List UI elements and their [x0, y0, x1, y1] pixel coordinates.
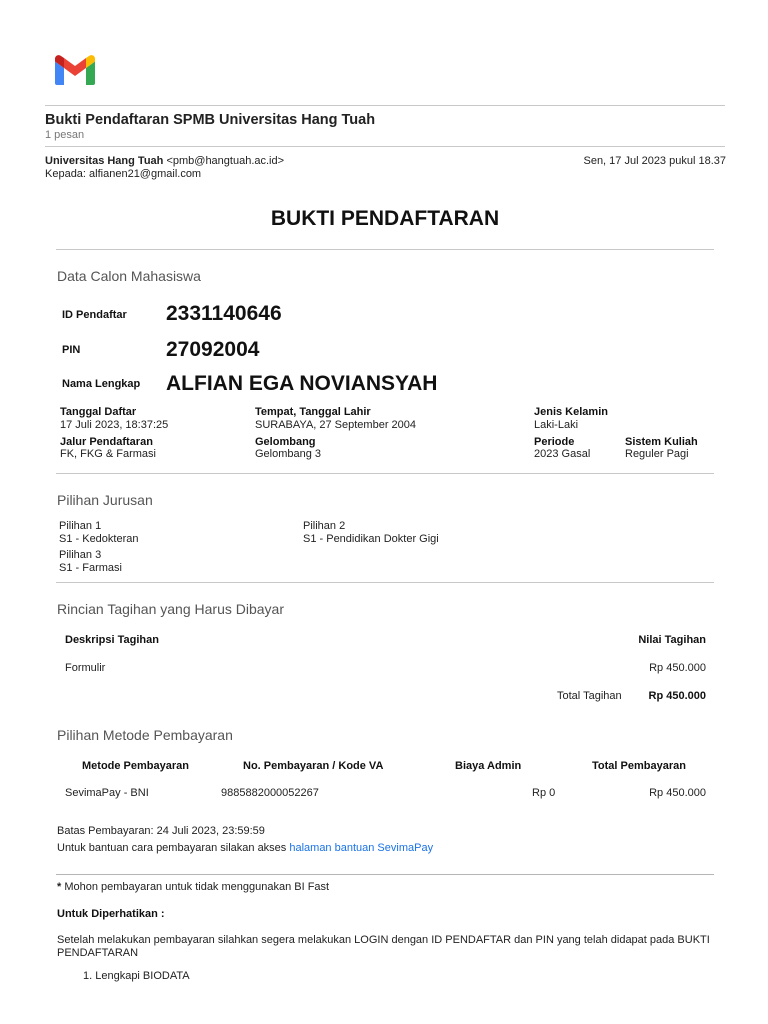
kode-va-value: 9885882000052267	[221, 787, 319, 799]
total-tagihan-label: Total Tagihan	[557, 690, 622, 702]
tagihan-item-desc: Formulir	[65, 662, 106, 674]
payment-divider	[56, 874, 714, 875]
total-tagihan-value: Rp 450.000	[648, 690, 706, 702]
bantuan-line	[57, 842, 433, 854]
subject-divider	[45, 146, 725, 147]
header-divider	[45, 105, 725, 106]
section-metode-pembayaran: Pilihan Metode Pembayaran	[57, 727, 233, 743]
bantuan-sevimapay-link[interactable]: halaman bantuan SevimaPay	[289, 842, 434, 854]
pilihan3-label: Pilihan 3	[59, 549, 102, 561]
section-data-calon: Data Calon Mahasiswa	[57, 268, 201, 284]
jurusan-divider	[56, 582, 714, 583]
pin-label: PIN	[62, 344, 81, 356]
metode-header-kode-va: No. Pembayaran / Kode VA	[243, 760, 384, 772]
gmail-logo-icon	[54, 55, 96, 85]
message-count: 1 pesan	[45, 129, 85, 141]
document-title: BUKTI PENDAFTARAN	[270, 207, 500, 230]
instruksi-text: Setelah melakukan pembayaran silahkan segera melakukan LOGIN dengan ID PENDAFTAR dan PIN yang telah didapat pada BUKTI PENDAFTARAN	[57, 934, 710, 959]
data-divider	[56, 473, 714, 474]
gelombang-value: Gelombang 3	[255, 448, 322, 460]
section-pilihan-jurusan: Pilihan Jurusan	[57, 492, 153, 508]
tagihan-header-nilai: Nilai Tagihan	[638, 634, 706, 646]
jenis-kelamin-value: Laki-Laki	[534, 419, 579, 431]
periode-value: 2023 Gasal	[534, 448, 591, 460]
note-text: Mohon pembayaran untuk tidak menggunakan BI Fast	[61, 881, 330, 893]
jenis-kelamin-label: Jenis Kelamin	[534, 406, 608, 418]
jalur-value: FK, FKG & Farmasi	[60, 448, 156, 460]
id-pendaftar-label: ID Pendaftar	[62, 309, 127, 321]
bantuan-text: Untuk bantuan cara pembayaran silakan akses	[57, 842, 290, 854]
step-1: 1. Lengkapi BIODATA	[83, 970, 190, 982]
tagihan-header-deskripsi: Deskripsi Tagihan	[65, 634, 159, 646]
metode-header-biaya-admin: Biaya Admin	[455, 760, 522, 772]
recipient-line: Kepada: alfianen21@gmail.com	[45, 168, 202, 180]
sender-name[interactable]: Universitas Hang Tuah	[45, 155, 164, 167]
gelombang-label: Gelombang	[255, 436, 316, 448]
ttl-value: SURABAYA, 27 September 2004	[255, 419, 417, 431]
sender-email: <pmb@hangtuah.ac.id>	[166, 155, 285, 167]
perhatian-heading: Untuk Diperhatikan :	[57, 908, 165, 920]
id-pendaftar-value: 2331140646	[166, 302, 282, 325]
tagihan-item-value: Rp 450.000	[649, 662, 706, 674]
note-asterisk: *	[57, 881, 62, 893]
sender-line	[45, 155, 284, 167]
sistem-kuliah-label: Sistem Kuliah	[625, 436, 698, 448]
ttl-label: Tempat, Tanggal Lahir	[255, 406, 371, 418]
batas-pembayaran: Batas Pembayaran: 24 Juli 2023, 23:59:59	[57, 825, 265, 837]
nama-lengkap-label: Nama Lengkap	[62, 378, 141, 390]
pilihan1-value: S1 - Kedokteran	[59, 533, 139, 545]
title-divider	[56, 249, 714, 250]
email-subject: Bukti Pendaftaran SPMB Universitas Hang Tuah	[45, 112, 376, 128]
pilihan2-value: S1 - Pendidikan Dokter Gigi	[303, 533, 439, 545]
jalur-label: Jalur Pendaftaran	[60, 436, 153, 448]
pilihan2-label: Pilihan 2	[303, 520, 346, 532]
metode-value: SevimaPay - BNI	[65, 787, 149, 799]
note-line	[57, 881, 329, 893]
sistem-kuliah-value: Reguler Pagi	[625, 448, 689, 460]
tanggal-daftar-value: 17 Juli 2023, 18:37:25	[60, 419, 169, 431]
section-rincian-tagihan: Rincian Tagihan yang Harus Dibayar	[57, 601, 284, 617]
pin-value: 27092004	[166, 338, 260, 361]
periode-label: Periode	[534, 436, 575, 448]
biaya-admin-value: Rp 0	[532, 787, 556, 799]
tanggal-daftar-label: Tanggal Daftar	[60, 406, 137, 418]
pilihan3-value: S1 - Farmasi	[59, 562, 122, 574]
pilihan1-label: Pilihan 1	[59, 520, 102, 532]
email-date: Sen, 17 Jul 2023 pukul 18.37	[583, 155, 726, 167]
metode-header-total: Total Pembayaran	[592, 760, 686, 772]
nama-lengkap-value: ALFIAN EGA NOVIANSYAH	[166, 372, 438, 395]
total-pembayaran-value: Rp 450.000	[649, 787, 706, 799]
metode-header-metode: Metode Pembayaran	[82, 760, 189, 772]
